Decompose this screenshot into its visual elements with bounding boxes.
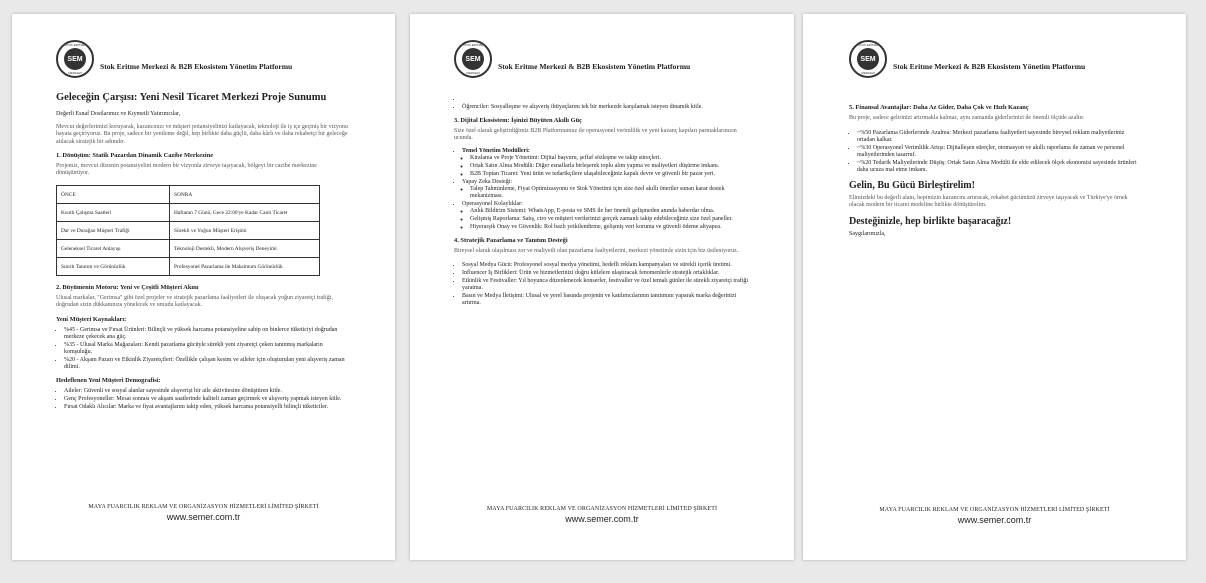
thanks-title: Desteğinizle, hep birlikte başaracağız! <box>849 215 1012 227</box>
section-5-title: 5. Finansal Avantajlar: Daha Az Gider, Daha Çok ve Hızlı Kazanç <box>849 104 1029 111</box>
students-list <box>454 96 750 111</box>
list-item: • ~%20 Tedarik Maliyetlerinde Düşüş: Ortak Satın Alma Modülü ile elde edilecek ölçek ekonomisi sayesinde ürünleri daha ucuza mal etme imkanı. <box>857 160 1140 174</box>
list-item: ◦ Talep Tahminleme, Fiyat Optimizasyonu ve Stok Yönetimi için size özel akıllı öneriler sunan karar destek mekanizması. <box>470 186 750 200</box>
logo-ring-top-text: STOK ERİTME <box>64 43 86 47</box>
demographics-title: Hedeflenen Yeni Müşteri Demografisi: <box>56 376 161 384</box>
list-item: • ~%50 Pazarlama Giderlerinde Azalma: Merkezi pazarlama faaliyetleri sayesinde bireysel reklam maliyetleriniz ortadan kalkar. <box>857 130 1140 144</box>
section-5-text: Bu proje, sadece gelirinizi artırmakla kalmaz, aynı zamanda giderlerinizi de önemli ölçüde azaltır. <box>849 115 1085 121</box>
list-item: ◦ Ortak Satın Alma Modülü: Diğer esnaflarla birleşerek toplu alım yapma ve maliyetleri düşürme imkanı. <box>470 163 750 170</box>
header-title: Stok Eritme Merkezi & B2B Ekosistem Yönetim Platformu <box>100 61 293 71</box>
marketing-list <box>454 262 750 307</box>
document-page-2 <box>410 14 794 560</box>
section-3-title: 3. Dijital Ekosistem: İşinizi Büyüten Akıllı Güç <box>454 117 583 124</box>
list-item <box>462 148 750 178</box>
list-item: • %45 - Gerimsa ve Fırsat Ürünleri: Bilinçli ve yüksek harcama potansiyeline sahip on binlerce tüketiciyi doğrudan merkeze çekecek ana güç. <box>64 327 349 341</box>
finance-list <box>849 130 1140 174</box>
page-footer <box>410 506 794 524</box>
cta-text: Elimizdeki bu değerli alanı, hepimizin kazancını artıracak, rekabet gücümüzü zirveye taşıyacak ve Türkiye'ye örnek olacak modern bir ticaret modeline birlikte dönüştürelim. <box>849 195 1128 209</box>
section-1-text: Projemiz, mevcut düzenin potansiyelini modern bir vizyonla zirveye taşıyacak, bölgeyi bir cazibe merkezine dönüştürüyor. <box>56 162 317 177</box>
section-1-title: 1. Dönüşüm: Statik Pazardan Dinamik Cazibe Merkezine <box>56 151 214 159</box>
table-header-row <box>57 186 320 204</box>
section-2-title: 2. Büyümenin Motoru: Yeni ve Çeşitli Müşteri Akını <box>56 284 199 292</box>
list-item: ◦ Gelişmiş Raporlama: Satış, ciro ve müşteri verilerinizi gerçek zamanlı takip edebileceğiniz size özel paneller. <box>470 216 750 223</box>
ai-title: Yapay Zeka Desteği: <box>462 179 513 186</box>
closing: Saygılarımızla, <box>849 230 886 237</box>
sem-logo <box>849 40 887 78</box>
table-cell: Sınırlı Tanıtım ve Görünürlük <box>57 258 170 276</box>
cta-title: Gelin, Bu Gücü Birleştirelim! <box>849 180 975 192</box>
table-cell: Teknoloji Destekli, Modern Alışveriş Deneyimi <box>170 240 320 258</box>
list-item: ◦ Anlık Bildirim Sistemi: WhatsApp, E-posta ve SMS ile her önemli gelişmeden anında haberdar olma. <box>470 208 750 215</box>
logo-ring-bottom-text: MERKEZİ <box>68 71 82 75</box>
greeting: Değerli Esnaf Dostlarımız ve Kıymetli Yatırımcılar, <box>56 111 181 117</box>
table-cell: Geleneksel Ticaret Anlayışı <box>57 240 170 258</box>
modules-sublist <box>462 155 750 178</box>
document-page-1 <box>12 14 395 560</box>
list-item: ◦ B2B Toptan Ticaret: Yeni ürün ve tedarikçilere ulaşabileceğiniz kapalı devre ve güvenli bir pazar yeri. <box>470 171 750 178</box>
list-item: ◦ Kiralama ve Proje Yönetimi: Dijital başvuru, şeffaf sözleşme ve takip süreçleri. <box>470 155 750 162</box>
sources-title: Yeni Müşteri Kaynakları: <box>56 315 127 323</box>
table-cell: Dar ve Durağan Müşteri Trafiği <box>57 222 170 240</box>
list-item: • Influencer İş Birlikleri: Ürün ve hizmetlerinizi doğru kitlelere ulaştıracak fenomenlerle stratejik ortaklıklar. <box>462 270 750 277</box>
list-item: • Basın ve Medya İletişimi: Ulusal ve yerel basında projenin ve katılımcılarının tanıtımını yaparak marka değerinizi artırma. <box>462 293 750 307</box>
logo-ring-bottom-text: MERKEZİ <box>466 71 480 75</box>
table-header-cell: SONRA <box>170 186 320 204</box>
list-item: • Sosyal Medya Gücü: Profesyonel sosyal medya yönetimi, hedefli reklam kampanyaları ve sürekli içerik üretimi. <box>462 262 750 269</box>
before-after-table <box>56 185 320 276</box>
section-3-text: Size özel olarak geliştirdiğimiz B2B Platformumuz ile operasyonel verimlilik ve yeni kazanç kapıları parmaklarınızın ucunda. <box>454 128 737 142</box>
footer-company: MAYA FUARCILIK REKLAM VE ORGANİZASYON HİZMETLERİ LİMİTED ŞİRKETİ <box>879 507 1110 513</box>
sem-logo <box>454 40 492 78</box>
logo-ring-top-text: STOK ERİTME <box>462 43 484 47</box>
page-header <box>849 36 1140 82</box>
header-title: Stok Eritme Merkezi & B2B Ekosistem Yönetim Platformu <box>498 61 691 71</box>
sources-list <box>56 327 349 371</box>
footer-website: www.semer.com.tr <box>957 515 1032 525</box>
list-item <box>462 179 750 200</box>
logo-text: SEM <box>857 48 879 70</box>
demographics-list <box>56 388 349 411</box>
header-title: Stok Eritme Merkezi & B2B Ekosistem Yönetim Platformu <box>893 61 1086 71</box>
footer-company: MAYA FUARCILIK REKLAM VE ORGANİZASYON HİZMETLERİ LİMİTED ŞİRKETİ <box>88 504 319 510</box>
list-item <box>462 201 750 231</box>
modules-title: Temel Yönetim Modülleri: <box>462 148 530 155</box>
section-4-text: Bireysel olarak ulaşılması zor ve maliyetli olan pazarlama faaliyetlerini, merkezi yönetimle sizin için biz üstleniyoruz. <box>454 248 739 255</box>
logo-text: SEM <box>462 48 484 70</box>
table-row <box>57 204 320 222</box>
page-footer <box>12 504 395 522</box>
table-cell: Kısıtlı Çalışma Saatleri <box>57 204 170 222</box>
list-item: • Aileler: Güvenli ve sosyal alanlar sayesinde alışverişi bir aile aktivitesine dönüştüren kitle. <box>64 388 349 395</box>
list-item: • Öğrenciler: Sosyalleşme ve alışveriş ihtiyaçlarını tek bir merkezde karşılamak isteyen dinamik kitle. <box>462 104 750 111</box>
document-title: Geleceğin Çarşısı: Yeni Nesil Ticaret Merkezi Proje Sunumu <box>56 92 327 103</box>
footer-website: www.semer.com.tr <box>565 514 639 524</box>
footer-website: www.semer.com.tr <box>166 512 241 522</box>
page-header <box>56 36 349 82</box>
footer-company: MAYA FUARCILIK REKLAM VE ORGANİZASYON HİZMETLERİ LİMİTED ŞİRKETİ <box>486 506 718 512</box>
table-row <box>57 240 320 258</box>
table-cell: Sürekli ve Yoğun Müşteri Erişimi <box>170 222 320 240</box>
ai-sublist <box>462 186 750 200</box>
sem-logo <box>56 40 94 78</box>
page-footer <box>803 507 1186 525</box>
logo-ring-bottom-text: MERKEZİ <box>861 71 875 75</box>
list-item: • Fırsat Odaklı Alıcılar: Marka ve fiyat avantajlarını takip eden, yüksek harcama potansiyelli bilinçli tüketiciler. <box>64 404 349 411</box>
section-2-text: Ulusal markalar, "Gerimsa" gibi özel projeler ve stratejik pazarlama faaliyetleri ile oluşacak yoğun ziyaretçi trafiği, doğrudan sizin dükkanınıza yönelecek ve umudu katlayacak. <box>56 295 333 309</box>
list-item: • %20 - Akşam Pazarı ve Etkinlik Ziyaretçileri: Özellikle çalışan kesim ve aileler için oluşturulan yeni alışveriş zaman dilimi. <box>64 357 349 371</box>
table-cell: Haftanın 7 Günü, Gece 22:00'ye Kadar Canlı Ticaret <box>170 204 320 222</box>
logo-ring-top-text: STOK ERİTME <box>857 43 879 47</box>
page-header <box>454 36 750 82</box>
table-row <box>57 258 320 276</box>
modules-list <box>454 148 750 231</box>
ops-title: Operasyonel Kolaylıklar: <box>462 201 523 208</box>
list-item <box>462 96 750 103</box>
table-row <box>57 222 320 240</box>
table-cell: Profesyonel Pazarlama ile Maksimum Görünürlük <box>170 258 320 276</box>
list-item: • %35 - Ulusal Marka Mağazaları: Kendi pazarlama gücüyle sürekli yeni ziyaretçi çeken tanınmış markaların komşuluğu. <box>64 342 349 356</box>
list-item: • Etkinlik ve Festivaller: Yıl boyunca düzenlenecek konserler, festivaller ve özel temalı günler ile sürekli ziyaretçi trafiği yaratma. <box>462 278 750 292</box>
ops-sublist <box>462 208 750 231</box>
logo-text: SEM <box>64 48 86 70</box>
list-item: ◦ Hiyerarşik Onay ve Güvenlik: Rol bazlı yetkilendirme, gelişmiş veri koruma ve güvenli ödeme altyapısı. <box>470 224 750 231</box>
table-header-cell: ÖNCE <box>57 186 170 204</box>
list-item: • Genç Profesyoneller: Mesai sonrası ve akşam saatlerinde kaliteli zaman geçirmek ve alışveriş yapmak isteyen kitle. <box>64 396 349 403</box>
list-item: • ~%30 Operasyonel Verimlilik Artışı: Dijitalleşen süreçler, otomasyon ve akıllı raporlama ile zaman ve personel maliyetlerinden tasarruf. <box>857 145 1140 159</box>
intro-paragraph: Mevcut değerlerimizi koruyarak, kazancınızı ve müşteri potansiyelinizi katlayacak, teknoloji ile iş içe geçmiş bir vizyonu hayata geçiriyoruz. Bu proje, sadece bir yenileme değil, hep birlikte daha güçlü, daha kârlı ve daha rekabetçi bir geleceğe atılacak stratejik bir adımdır. <box>56 124 348 145</box>
document-page-3 <box>803 14 1186 560</box>
section-4-title: 4. Stratejik Pazarlama ve Tanıtım Desteği <box>454 237 568 245</box>
